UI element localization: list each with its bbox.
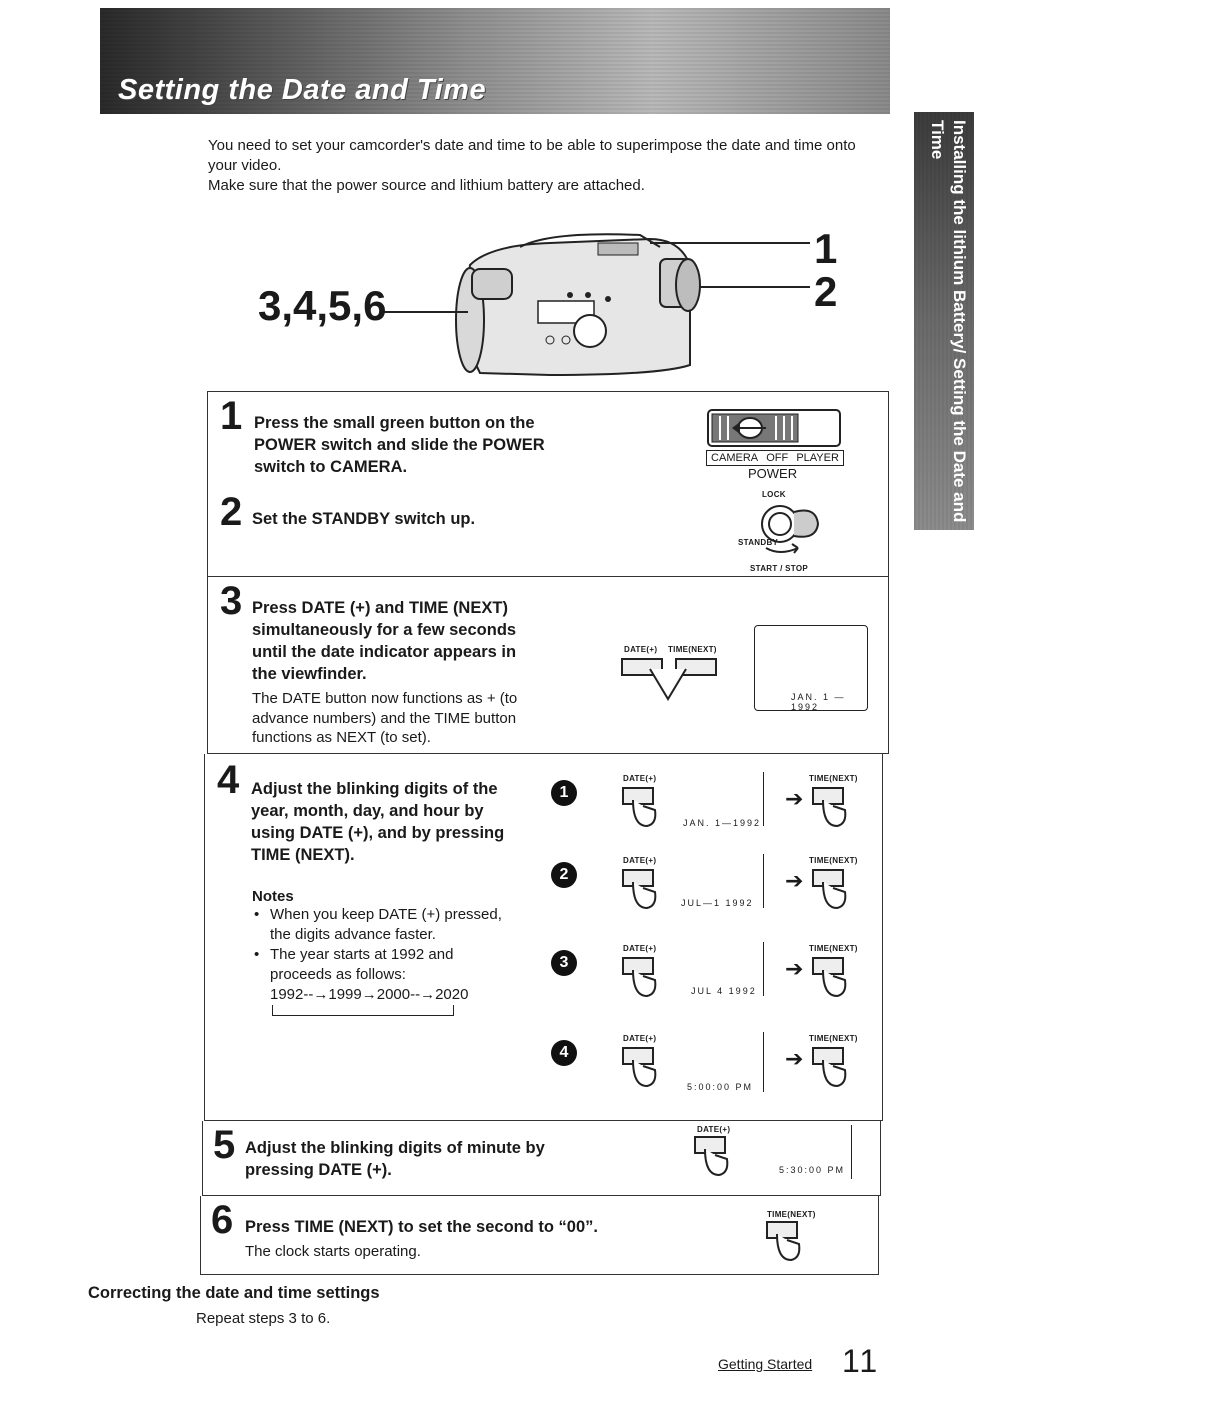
standby-switch-figure bbox=[736, 490, 836, 574]
step-3-title: Press DATE (+) and TIME (NEXT) simultaneously for a few seconds until the date indicator appears in the viewfinder. bbox=[252, 599, 517, 683]
time-next-label: TIME(NEXT) bbox=[668, 645, 717, 654]
page-number: 11 bbox=[842, 1343, 880, 1379]
power-switch-figure bbox=[706, 408, 846, 480]
display-edge bbox=[851, 1125, 852, 1179]
display-edge bbox=[763, 772, 764, 826]
press-finger-icon bbox=[621, 868, 661, 912]
step-5-display: 5:30:00 PM bbox=[779, 1165, 846, 1175]
step-3-number: 3 bbox=[220, 579, 243, 623]
substep-3 bbox=[541, 942, 881, 1030]
step-6-box bbox=[200, 1196, 879, 1275]
arrow-right-icon: ➔ bbox=[785, 956, 804, 981]
year-sequence: 1992--→1999→2000--→2020 bbox=[270, 986, 469, 1003]
substep-4 bbox=[541, 1032, 881, 1120]
press-finger-icon bbox=[693, 1135, 733, 1179]
notes-list bbox=[252, 905, 512, 1016]
year-loop-bracket bbox=[272, 1005, 454, 1016]
page-title: Setting the Date and Time bbox=[118, 74, 487, 106]
step-4-title: Adjust the blinking digits of the year, month, day, and hour by using DATE (+), and by pressing TIME (NEXT). bbox=[251, 780, 505, 864]
press-finger-icon bbox=[811, 956, 851, 1000]
press-finger-icon bbox=[621, 786, 661, 830]
step-5-number: 5 bbox=[213, 1123, 236, 1167]
title-banner bbox=[100, 8, 890, 114]
press-finger-icon bbox=[811, 1046, 851, 1090]
step-4-box bbox=[204, 754, 883, 1121]
substep-2-time-label: TIME(NEXT) bbox=[809, 856, 858, 865]
display-edge bbox=[763, 854, 764, 908]
step-1-title: Press the small green button on the POWER switch and slide the POWER switch to CAMERA. bbox=[254, 414, 545, 476]
step-3-body: The DATE button now functions as + (to advance numbers) and the TIME button functions as NEXT (to set). bbox=[252, 690, 518, 746]
intro-line-1: You need to set your camcorder's date and time to be able to superimpose the date and time onto your video. bbox=[208, 137, 856, 174]
substep-marker-3: 3 bbox=[551, 950, 577, 976]
power-switch-caption: POWER bbox=[748, 466, 798, 481]
step-2-box bbox=[207, 488, 889, 577]
side-tab-label bbox=[920, 120, 970, 530]
substep-3-display: JUL 4 1992 bbox=[691, 986, 757, 996]
substep-4-display: 5:00:00 PM bbox=[687, 1082, 754, 1092]
step-6-number: 6 bbox=[211, 1198, 234, 1242]
arrow-right-icon: ➔ bbox=[785, 786, 804, 811]
substep-1-time-label: TIME(NEXT) bbox=[809, 774, 858, 783]
position-player: PLAYER bbox=[796, 452, 839, 464]
display-edge bbox=[763, 942, 764, 996]
power-switch-positions bbox=[706, 450, 844, 466]
press-finger-icon bbox=[811, 786, 851, 830]
press-finger-icon bbox=[621, 956, 661, 1000]
side-tab-line-1: Installing the lithium Battery/ bbox=[950, 120, 969, 354]
step-5-date-label: DATE(+) bbox=[697, 1125, 731, 1134]
step-4-notes bbox=[252, 888, 512, 1016]
press-finger-icon bbox=[811, 868, 851, 912]
substep-1-display: JAN. 1—1992 bbox=[683, 818, 762, 828]
substep-marker-1: 1 bbox=[551, 780, 577, 806]
press-finger-icon bbox=[621, 1046, 661, 1090]
side-section-tab bbox=[914, 112, 974, 530]
power-switch-icon bbox=[706, 408, 846, 452]
step-6-title: Press TIME (NEXT) to set the second to “00”. bbox=[245, 1218, 598, 1236]
side-tab-line-2: Setting the Date and Time bbox=[928, 120, 969, 523]
correcting-body: Repeat steps 3 to 6. bbox=[196, 1310, 331, 1327]
step-2-number: 2 bbox=[220, 490, 243, 534]
press-finger-icon bbox=[765, 1220, 805, 1264]
step-3-box bbox=[207, 577, 889, 754]
standby-switch-icon bbox=[736, 490, 836, 560]
position-camera: CAMERA bbox=[711, 452, 759, 464]
substep-1-date-label: DATE(+) bbox=[623, 774, 657, 783]
substep-2-display: JUL—1 1992 bbox=[681, 898, 754, 908]
substep-2-date-label: DATE(+) bbox=[623, 856, 657, 865]
date-time-buttons-icon bbox=[620, 655, 720, 703]
viewfinder-date: JAN. 1 — 1992 bbox=[791, 692, 846, 712]
substep-marker-4: 4 bbox=[551, 1040, 577, 1066]
intro-text bbox=[208, 136, 888, 196]
callout-steps-3-6: 3,4,5,6 bbox=[258, 282, 387, 329]
substep-marker-2: 2 bbox=[551, 862, 577, 888]
intro-line-2: Make sure that the power source and lithium battery are attached. bbox=[208, 177, 645, 194]
arrow-right-icon: ➔ bbox=[785, 1046, 804, 1071]
substep-3-date-label: DATE(+) bbox=[623, 944, 657, 953]
step-6-time-label: TIME(NEXT) bbox=[767, 1210, 816, 1219]
notes-title: Notes bbox=[252, 888, 294, 905]
step-5-box bbox=[202, 1121, 881, 1196]
note-1: • When you keep DATE (+) pressed, the digits advance faster. bbox=[252, 905, 512, 945]
substep-3-time-label: TIME(NEXT) bbox=[809, 944, 858, 953]
position-off: OFF bbox=[766, 452, 789, 464]
step-4-number: 4 bbox=[217, 758, 240, 802]
correcting-heading: Correcting the date and time settings bbox=[88, 1284, 380, 1302]
date-plus-label: DATE(+) bbox=[624, 645, 658, 654]
step-5-title: Adjust the blinking digits of minute by pressing DATE (+). bbox=[245, 1139, 545, 1179]
viewfinder-display bbox=[754, 625, 868, 711]
callout-step-1: 1 bbox=[814, 225, 838, 272]
step-2-title: Set the STANDBY switch up. bbox=[252, 510, 476, 528]
callout-step-2: 2 bbox=[814, 268, 838, 315]
start-stop-label: START / STOP bbox=[750, 564, 808, 573]
substep-1 bbox=[541, 772, 881, 860]
lock-label: LOCK bbox=[762, 490, 786, 499]
substep-4-time-label: TIME(NEXT) bbox=[809, 1034, 858, 1043]
step-6-body: The clock starts operating. bbox=[245, 1243, 421, 1260]
note-2-text: The year starts at 1992 and proceeds as follows: bbox=[270, 946, 454, 983]
standby-label: STANDBY bbox=[738, 538, 779, 547]
substep-4-date-label: DATE(+) bbox=[623, 1034, 657, 1043]
arrow-right-icon: ➔ bbox=[785, 868, 804, 893]
step-1-box bbox=[207, 391, 889, 489]
display-edge bbox=[763, 1032, 764, 1092]
footer-section-name: Getting Started bbox=[718, 1356, 813, 1372]
substep-2 bbox=[541, 854, 881, 942]
step-1-number: 1 bbox=[220, 394, 243, 438]
note-2 bbox=[252, 945, 512, 1016]
